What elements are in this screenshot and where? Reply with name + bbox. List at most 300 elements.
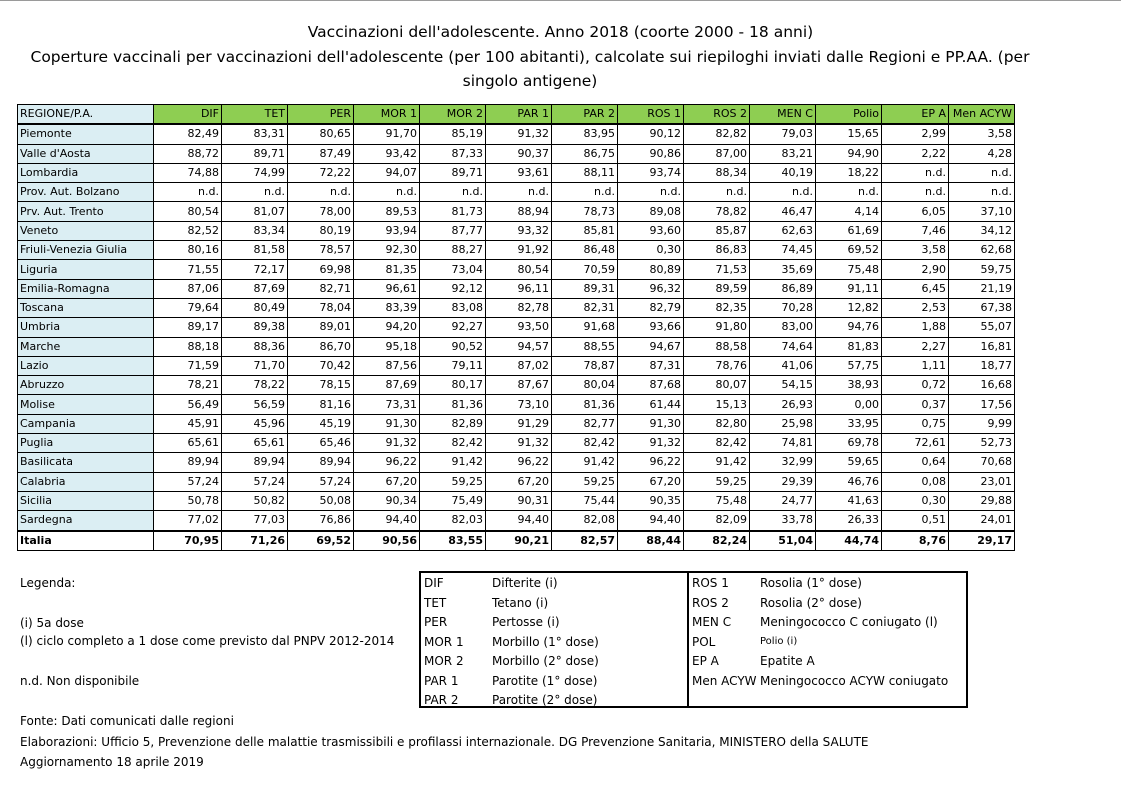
value-cell: 91,32: [486, 124, 552, 144]
header-cell-region: REGIONE/P.A.: [18, 105, 154, 125]
value-cell: n.d.: [222, 183, 288, 202]
value-cell: n.d.: [420, 183, 486, 202]
value-cell: 26,33: [816, 511, 882, 531]
value-cell: 96,22: [618, 453, 684, 472]
value-cell: 87,02: [486, 356, 552, 375]
region-name-cell: Abruzzo: [18, 376, 154, 395]
value-cell: n.d.: [288, 183, 354, 202]
value-cell: 91,68: [552, 318, 618, 337]
value-cell: 35,69: [750, 260, 816, 279]
value-cell: 92,12: [420, 279, 486, 298]
header-cell: Men ACYW: [949, 105, 1015, 125]
value-cell: 91,92: [486, 241, 552, 260]
value-cell: 18,22: [816, 163, 882, 182]
value-cell: 65,61: [222, 434, 288, 453]
legend-abbr: PAR 2: [424, 693, 459, 707]
table-row: [18, 221, 1015, 240]
value-cell: 82,79: [618, 298, 684, 317]
value-cell: 89,94: [288, 453, 354, 472]
region-name-cell: Lazio: [18, 356, 154, 375]
value-cell: 23,01: [949, 472, 1015, 491]
value-cell: 82,57: [552, 531, 618, 551]
table-total-row: [18, 531, 1015, 551]
value-cell: 56,59: [222, 395, 288, 414]
value-cell: 93,61: [486, 163, 552, 182]
value-cell: 88,27: [420, 241, 486, 260]
value-cell: 65,46: [288, 434, 354, 453]
value-cell: 73,04: [420, 260, 486, 279]
value-cell: 89,94: [222, 453, 288, 472]
value-cell: 55,07: [949, 318, 1015, 337]
region-name-cell: Veneto: [18, 221, 154, 240]
value-cell: 80,04: [552, 376, 618, 395]
value-cell: 90,34: [354, 491, 420, 510]
value-cell: 92,27: [420, 318, 486, 337]
value-cell: 45,19: [288, 414, 354, 433]
value-cell: 0,30: [882, 491, 949, 510]
value-cell: 90,56: [354, 531, 420, 551]
legend-desc: Rosolia (1° dose): [760, 576, 862, 590]
value-cell: 45,96: [222, 414, 288, 433]
table-row: [18, 434, 1015, 453]
table-row: [18, 298, 1015, 317]
header-cell: ROS 1: [618, 105, 684, 125]
value-cell: 83,21: [750, 144, 816, 163]
header-cell: MOR 1: [354, 105, 420, 125]
value-cell: 93,50: [486, 318, 552, 337]
value-cell: 83,39: [354, 298, 420, 317]
legend-desc: Parotite (2° dose): [492, 693, 598, 707]
value-cell: 81,35: [354, 260, 420, 279]
value-cell: 78,22: [222, 376, 288, 395]
value-cell: n.d.: [618, 183, 684, 202]
header-cell: ROS 2: [684, 105, 750, 125]
value-cell: 89,17: [154, 318, 222, 337]
legend-desc: Tetano (i): [492, 595, 549, 610]
value-cell: 87,31: [618, 356, 684, 375]
region-name-cell: Molise: [18, 395, 154, 414]
value-cell: 80,65: [288, 124, 354, 144]
value-cell: 77,03: [222, 511, 288, 531]
value-cell: 91,32: [354, 434, 420, 453]
value-cell: 89,53: [354, 202, 420, 221]
value-cell: 93,66: [618, 318, 684, 337]
legend-abbr: ROS 2: [692, 595, 729, 610]
legend-desc: Meningococco C coniugato (l): [760, 615, 938, 629]
value-cell: n.d.: [354, 183, 420, 202]
value-cell: 70,59: [552, 260, 618, 279]
legend-desc: Rosolia (2° dose): [760, 595, 862, 610]
value-cell: 73,31: [354, 395, 420, 414]
top-border-line: [0, 0, 1121, 1]
value-cell: 85,81: [552, 221, 618, 240]
region-name-cell: Toscana: [18, 298, 154, 317]
value-cell: 81,36: [420, 395, 486, 414]
value-cell: 78,73: [552, 202, 618, 221]
value-cell: 86,70: [288, 337, 354, 356]
value-cell: 9,99: [949, 414, 1015, 433]
value-cell: 94,07: [354, 163, 420, 182]
region-name-cell: Liguria: [18, 260, 154, 279]
value-cell: 80,49: [222, 298, 288, 317]
value-cell: 70,42: [288, 356, 354, 375]
table-row: [18, 472, 1015, 491]
legend-desc: Parotite (1° dose): [492, 673, 598, 688]
value-cell: 90,21: [486, 531, 552, 551]
region-name-cell: Campania: [18, 414, 154, 433]
value-cell: 70,68: [949, 453, 1015, 472]
value-cell: 24,01: [949, 511, 1015, 531]
value-cell: 2,90: [882, 260, 949, 279]
value-cell: 67,20: [354, 472, 420, 491]
value-cell: 89,38: [222, 318, 288, 337]
value-cell: 83,95: [552, 124, 618, 144]
value-cell: n.d.: [750, 183, 816, 202]
table-row: [18, 511, 1015, 531]
legend-desc: Meningococco ACYW coniugato: [760, 673, 949, 688]
value-cell: 3,58: [949, 124, 1015, 144]
legend-box-left: [419, 571, 689, 708]
region-name-cell: Umbria: [18, 318, 154, 337]
value-cell: n.d.: [684, 183, 750, 202]
value-cell: 81,58: [222, 241, 288, 260]
legend-desc: Pertosse (i): [492, 615, 560, 629]
value-cell: 71,70: [222, 356, 288, 375]
value-cell: 80,89: [618, 260, 684, 279]
value-cell: 25,98: [750, 414, 816, 433]
header-cell: Polio: [816, 105, 882, 125]
value-cell: 45,91: [154, 414, 222, 433]
region-name-cell: Prov. Aut. Bolzano: [18, 183, 154, 202]
legend-abbr: MEN C: [692, 615, 732, 629]
value-cell: 90,31: [486, 491, 552, 510]
value-cell: 78,00: [288, 202, 354, 221]
value-cell: 94,90: [816, 144, 882, 163]
value-cell: 78,87: [552, 356, 618, 375]
value-cell: 96,22: [354, 453, 420, 472]
value-cell: 91,42: [420, 453, 486, 472]
value-cell: 82,35: [684, 298, 750, 317]
footer-update: Aggiornamento 18 aprile 2019: [20, 755, 204, 769]
value-cell: 74,45: [750, 241, 816, 260]
value-cell: 56,49: [154, 395, 222, 414]
value-cell: 74,88: [154, 163, 222, 182]
legend-desc: Polio (i): [760, 635, 798, 647]
value-cell: 89,94: [154, 453, 222, 472]
region-name-cell: Calabria: [18, 472, 154, 491]
value-cell: 71,53: [684, 260, 750, 279]
value-cell: 82,71: [288, 279, 354, 298]
value-cell: 87,69: [354, 376, 420, 395]
value-cell: 79,03: [750, 124, 816, 144]
value-cell: 37,10: [949, 202, 1015, 221]
value-cell: 78,04: [288, 298, 354, 317]
legend-desc: Epatite A: [760, 654, 815, 668]
value-cell: 88,72: [154, 144, 222, 163]
value-cell: 88,58: [684, 337, 750, 356]
value-cell: 1,88: [882, 318, 949, 337]
region-name-cell: Sardegna: [18, 511, 154, 531]
value-cell: 82,08: [552, 511, 618, 531]
region-name-cell: Basilicata: [18, 453, 154, 472]
value-cell: 61,69: [816, 221, 882, 240]
value-cell: 3,58: [882, 241, 949, 260]
value-cell: 85,19: [420, 124, 486, 144]
legend-abbr: ROS 1: [692, 576, 729, 590]
value-cell: 78,15: [288, 376, 354, 395]
table-row: [18, 376, 1015, 395]
value-cell: 91,80: [684, 318, 750, 337]
value-cell: 6,05: [882, 202, 949, 221]
value-cell: 88,34: [684, 163, 750, 182]
value-cell: 80,16: [154, 241, 222, 260]
value-cell: 87,67: [486, 376, 552, 395]
value-cell: 83,00: [750, 318, 816, 337]
value-cell: 88,44: [618, 531, 684, 551]
table-row: [18, 491, 1015, 510]
value-cell: 70,95: [154, 531, 222, 551]
region-name-cell: Lombardia: [18, 163, 154, 182]
header-cell: DIF: [154, 105, 222, 125]
value-cell: 81,16: [288, 395, 354, 414]
value-cell: 83,08: [420, 298, 486, 317]
value-cell: 90,37: [486, 144, 552, 163]
value-cell: 21,19: [949, 279, 1015, 298]
value-cell: 57,75: [816, 356, 882, 375]
region-name-cell: Marche: [18, 337, 154, 356]
value-cell: 7,46: [882, 221, 949, 240]
value-cell: 91,42: [552, 453, 618, 472]
value-cell: 67,38: [949, 298, 1015, 317]
table-row: [18, 279, 1015, 298]
table-row: [18, 144, 1015, 163]
value-cell: 29,88: [949, 491, 1015, 510]
value-cell: 0,30: [618, 241, 684, 260]
value-cell: 93,60: [618, 221, 684, 240]
value-cell: 88,11: [552, 163, 618, 182]
value-cell: 2,53: [882, 298, 949, 317]
value-cell: 90,12: [618, 124, 684, 144]
value-cell: 4,28: [949, 144, 1015, 163]
value-cell: 46,47: [750, 202, 816, 221]
value-cell: 2,99: [882, 124, 949, 144]
table-row: [18, 337, 1015, 356]
value-cell: 86,83: [684, 241, 750, 260]
value-cell: 0,72: [882, 376, 949, 395]
value-cell: 12,82: [816, 298, 882, 317]
value-cell: 87,77: [420, 221, 486, 240]
value-cell: 72,22: [288, 163, 354, 182]
legend-abbr: POL: [692, 634, 716, 649]
value-cell: 52,73: [949, 434, 1015, 453]
value-cell: 96,32: [618, 279, 684, 298]
value-cell: 41,63: [816, 491, 882, 510]
header-cell: PER: [288, 105, 354, 125]
page-title: Vaccinazioni dell'adolescente. Anno 2018 (coorte 2000 - 18 anni): [307, 23, 814, 41]
value-cell: n.d.: [882, 183, 949, 202]
value-cell: 79,11: [420, 356, 486, 375]
value-cell: 96,61: [354, 279, 420, 298]
value-cell: 73,10: [486, 395, 552, 414]
value-cell: 75,48: [684, 491, 750, 510]
value-cell: 89,08: [618, 202, 684, 221]
legend-abbr: TET: [424, 595, 447, 610]
value-cell: 57,24: [222, 472, 288, 491]
value-cell: 69,78: [816, 434, 882, 453]
value-cell: 78,57: [288, 241, 354, 260]
value-cell: 41,06: [750, 356, 816, 375]
table-row: [18, 318, 1015, 337]
value-cell: 72,61: [882, 434, 949, 453]
legend-note: (i) 5a dose: [20, 616, 84, 630]
value-cell: 24,77: [750, 491, 816, 510]
value-cell: 81,07: [222, 202, 288, 221]
value-cell: 90,52: [420, 337, 486, 356]
value-cell: 91,32: [486, 434, 552, 453]
value-cell: 96,22: [486, 453, 552, 472]
value-cell: 82,49: [154, 124, 222, 144]
region-name-cell: Piemonte: [18, 124, 154, 144]
value-cell: n.d.: [154, 183, 222, 202]
legend-abbr: MOR 1: [424, 634, 464, 649]
value-cell: 95,18: [354, 337, 420, 356]
value-cell: 93,42: [354, 144, 420, 163]
value-cell: 87,06: [154, 279, 222, 298]
value-cell: 59,25: [684, 472, 750, 491]
header-cell: EP A: [882, 105, 949, 125]
value-cell: 83,31: [222, 124, 288, 144]
value-cell: 59,75: [949, 260, 1015, 279]
value-cell: 90,35: [618, 491, 684, 510]
coverage-table: [17, 104, 1015, 551]
value-cell: 33,78: [750, 511, 816, 531]
value-cell: n.d.: [486, 183, 552, 202]
value-cell: 71,55: [154, 260, 222, 279]
value-cell: 86,89: [750, 279, 816, 298]
value-cell: 80,19: [288, 221, 354, 240]
value-cell: 91,11: [816, 279, 882, 298]
value-cell: 70,28: [750, 298, 816, 317]
table-row: [18, 124, 1015, 144]
value-cell: 85,87: [684, 221, 750, 240]
footer-elaboration: Elaborazioni: Ufficio 5, Prevenzione delle malattie trasmissibili e profilassi internazionale. DG Prevenzione Sanitaria, MINISTERO della SALUTE: [20, 735, 869, 749]
value-cell: 80,54: [486, 260, 552, 279]
region-name-cell: Puglia: [18, 434, 154, 453]
header-cell: TET: [222, 105, 288, 125]
region-name-cell: Friuli-Venezia Giulia: [18, 241, 154, 260]
value-cell: 59,25: [552, 472, 618, 491]
value-cell: n.d.: [552, 183, 618, 202]
region-name-cell: Italia: [18, 531, 154, 551]
value-cell: 29,17: [949, 531, 1015, 551]
legend-abbr: MOR 2: [424, 654, 464, 668]
value-cell: 82,89: [420, 414, 486, 433]
value-cell: 40,19: [750, 163, 816, 182]
legend-desc: Difterite (i): [492, 576, 558, 590]
value-cell: 26,93: [750, 395, 816, 414]
value-cell: 71,59: [154, 356, 222, 375]
table-row: [18, 163, 1015, 182]
page-subtitle: Coperture vaccinali per vaccinazioni dell'adolescente (per 100 abitanti), calcolate sui riepiloghi inviati dalle Regioni e PP.AA. (per singolo antigene): [30, 48, 1030, 90]
value-cell: 91,29: [486, 414, 552, 433]
value-cell: 16,81: [949, 337, 1015, 356]
value-cell: 94,20: [354, 318, 420, 337]
value-cell: 75,48: [816, 260, 882, 279]
legend-abbr: EP A: [692, 654, 719, 668]
table-row: [18, 414, 1015, 433]
value-cell: 83,55: [420, 531, 486, 551]
value-cell: 94,40: [618, 511, 684, 531]
value-cell: 78,82: [684, 202, 750, 221]
header-cell: PAR 1: [486, 105, 552, 125]
value-cell: 1,11: [882, 356, 949, 375]
value-cell: 87,68: [618, 376, 684, 395]
value-cell: 61,44: [618, 395, 684, 414]
value-cell: 87,56: [354, 356, 420, 375]
region-name-cell: Emilia-Romagna: [18, 279, 154, 298]
table-row: [18, 395, 1015, 414]
table-row: [18, 356, 1015, 375]
value-cell: 82,31: [552, 298, 618, 317]
table-row: [18, 241, 1015, 260]
value-cell: 2,27: [882, 337, 949, 356]
value-cell: 82,03: [420, 511, 486, 531]
value-cell: 77,02: [154, 511, 222, 531]
legend-note: n.d. Non disponibile: [20, 674, 140, 688]
value-cell: 32,99: [750, 453, 816, 472]
value-cell: 54,15: [750, 376, 816, 395]
value-cell: 82,80: [684, 414, 750, 433]
header-cell: MOR 2: [420, 105, 486, 125]
value-cell: 51,04: [750, 531, 816, 551]
legend-label: Legenda:: [20, 576, 76, 590]
footer-source: Fonte: Dati comunicati dalle regioni: [20, 714, 234, 728]
value-cell: 82,42: [552, 434, 618, 453]
value-cell: 67,20: [486, 472, 552, 491]
value-cell: 89,01: [288, 318, 354, 337]
value-cell: 59,65: [816, 453, 882, 472]
value-cell: 81,73: [420, 202, 486, 221]
value-cell: 92,30: [354, 241, 420, 260]
value-cell: 82,82: [684, 124, 750, 144]
table-row: [18, 453, 1015, 472]
value-cell: 4,14: [816, 202, 882, 221]
legend-abbr: PER: [424, 615, 448, 629]
value-cell: 76,86: [288, 511, 354, 531]
value-cell: 62,68: [949, 241, 1015, 260]
value-cell: n.d.: [949, 183, 1015, 202]
value-cell: 81,36: [552, 395, 618, 414]
value-cell: 34,12: [949, 221, 1015, 240]
value-cell: 18,77: [949, 356, 1015, 375]
value-cell: 71,26: [222, 531, 288, 551]
value-cell: 6,45: [882, 279, 949, 298]
table-row: [18, 183, 1015, 202]
region-name-cell: Sicilia: [18, 491, 154, 510]
value-cell: 87,69: [222, 279, 288, 298]
value-cell: 89,71: [222, 144, 288, 163]
value-cell: 44,74: [816, 531, 882, 551]
value-cell: 94,76: [816, 318, 882, 337]
value-cell: 81,83: [816, 337, 882, 356]
value-cell: 16,68: [949, 376, 1015, 395]
value-cell: 57,24: [154, 472, 222, 491]
legend-abbr: DIF: [424, 576, 444, 590]
value-cell: 62,63: [750, 221, 816, 240]
value-cell: 88,18: [154, 337, 222, 356]
value-cell: 82,52: [154, 221, 222, 240]
table-header-row: [18, 105, 1015, 125]
